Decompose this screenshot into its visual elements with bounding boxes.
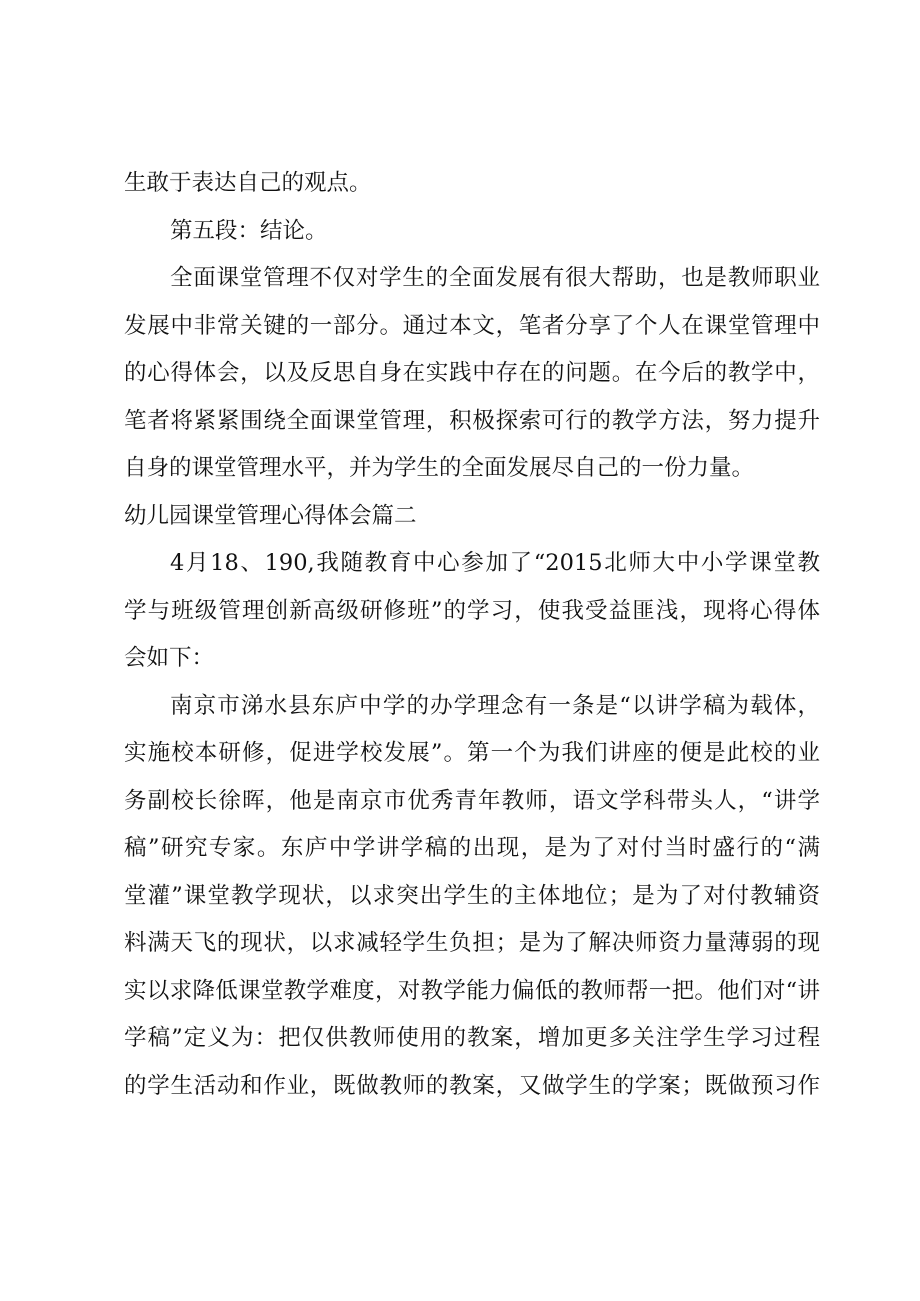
paragraph-intro [124,540,820,683]
text-line: 南京市涕水县东庐中学的办学理念有一条是“以讲学稿为载体， [170,692,820,719]
text-line: 的心得体会，以及反思自身在实践中存在的问题。在今后的教学中， [124,360,820,386]
article-heading [124,493,820,541]
text-line: 4月18、190,我随教育中心参加了“2015北师大中小学课堂教 [170,550,820,576]
text-line: 学稿”定义为：把仅供教师使用的教案，增加更多关注学生学习过程 [124,1025,820,1051]
text-line: 会如下： [124,645,215,671]
text-line: 笔者将紧紧围绕全面课堂管理，积极探索可行的教学方法，努力提升 [124,407,820,434]
text-line: 学与班级管理创新高级研修班”的学习，使我受益匪浅，现将心得体 [124,597,820,624]
text-line: 实以求降低课堂教学难度，对教学能力偏低的教师帮一把。他们对“讲 [124,977,820,1004]
text-line: 的学生活动和作业，既做教师的教案，又做学生的学案；既做预习作 [124,1072,820,1099]
document-page [124,160,820,1110]
paragraph-continuation [124,160,820,208]
paragraph-conclusion [124,255,820,493]
paragraph-section-label [124,208,820,256]
text-line: 全面课堂管理不仅对学生的全面发展有很大帮助，也是教师职业 [170,265,820,291]
text-line: 生敢于表达自己的观点。 [124,170,372,196]
text-line: 发展中非常关键的一部分。通过本文，笔者分享了个人在课堂管理中 [124,312,820,339]
text-line: 第五段：结论。 [170,217,328,244]
text-line: 稿”研究专家。东庐中学讲学稿的出现，是为了对付当时盛行的“满 [124,835,820,861]
text-line: 务副校长徐晖，他是南京市优秀青年教师，语文学科带头人，“讲学 [124,787,820,814]
text-line: 堂灌”课堂教学现状，以求突出学生的主体地位；是为了对付教辅资 [124,882,820,909]
heading-text: 幼儿园课堂管理心得体会篇二 [124,502,417,529]
text-line: 实施校本研修，促进学校发展”。第一个为我们讲座的便是此校的业 [124,740,820,766]
paragraph-body [124,683,820,1111]
text-line: 料满天飞的现状，以求减轻学生负担；是为了解决师资力量薄弱的现 [124,930,820,956]
text-line: 自身的课堂管理水平，并为学生的全面发展尽自己的一份力量。 [124,455,755,481]
